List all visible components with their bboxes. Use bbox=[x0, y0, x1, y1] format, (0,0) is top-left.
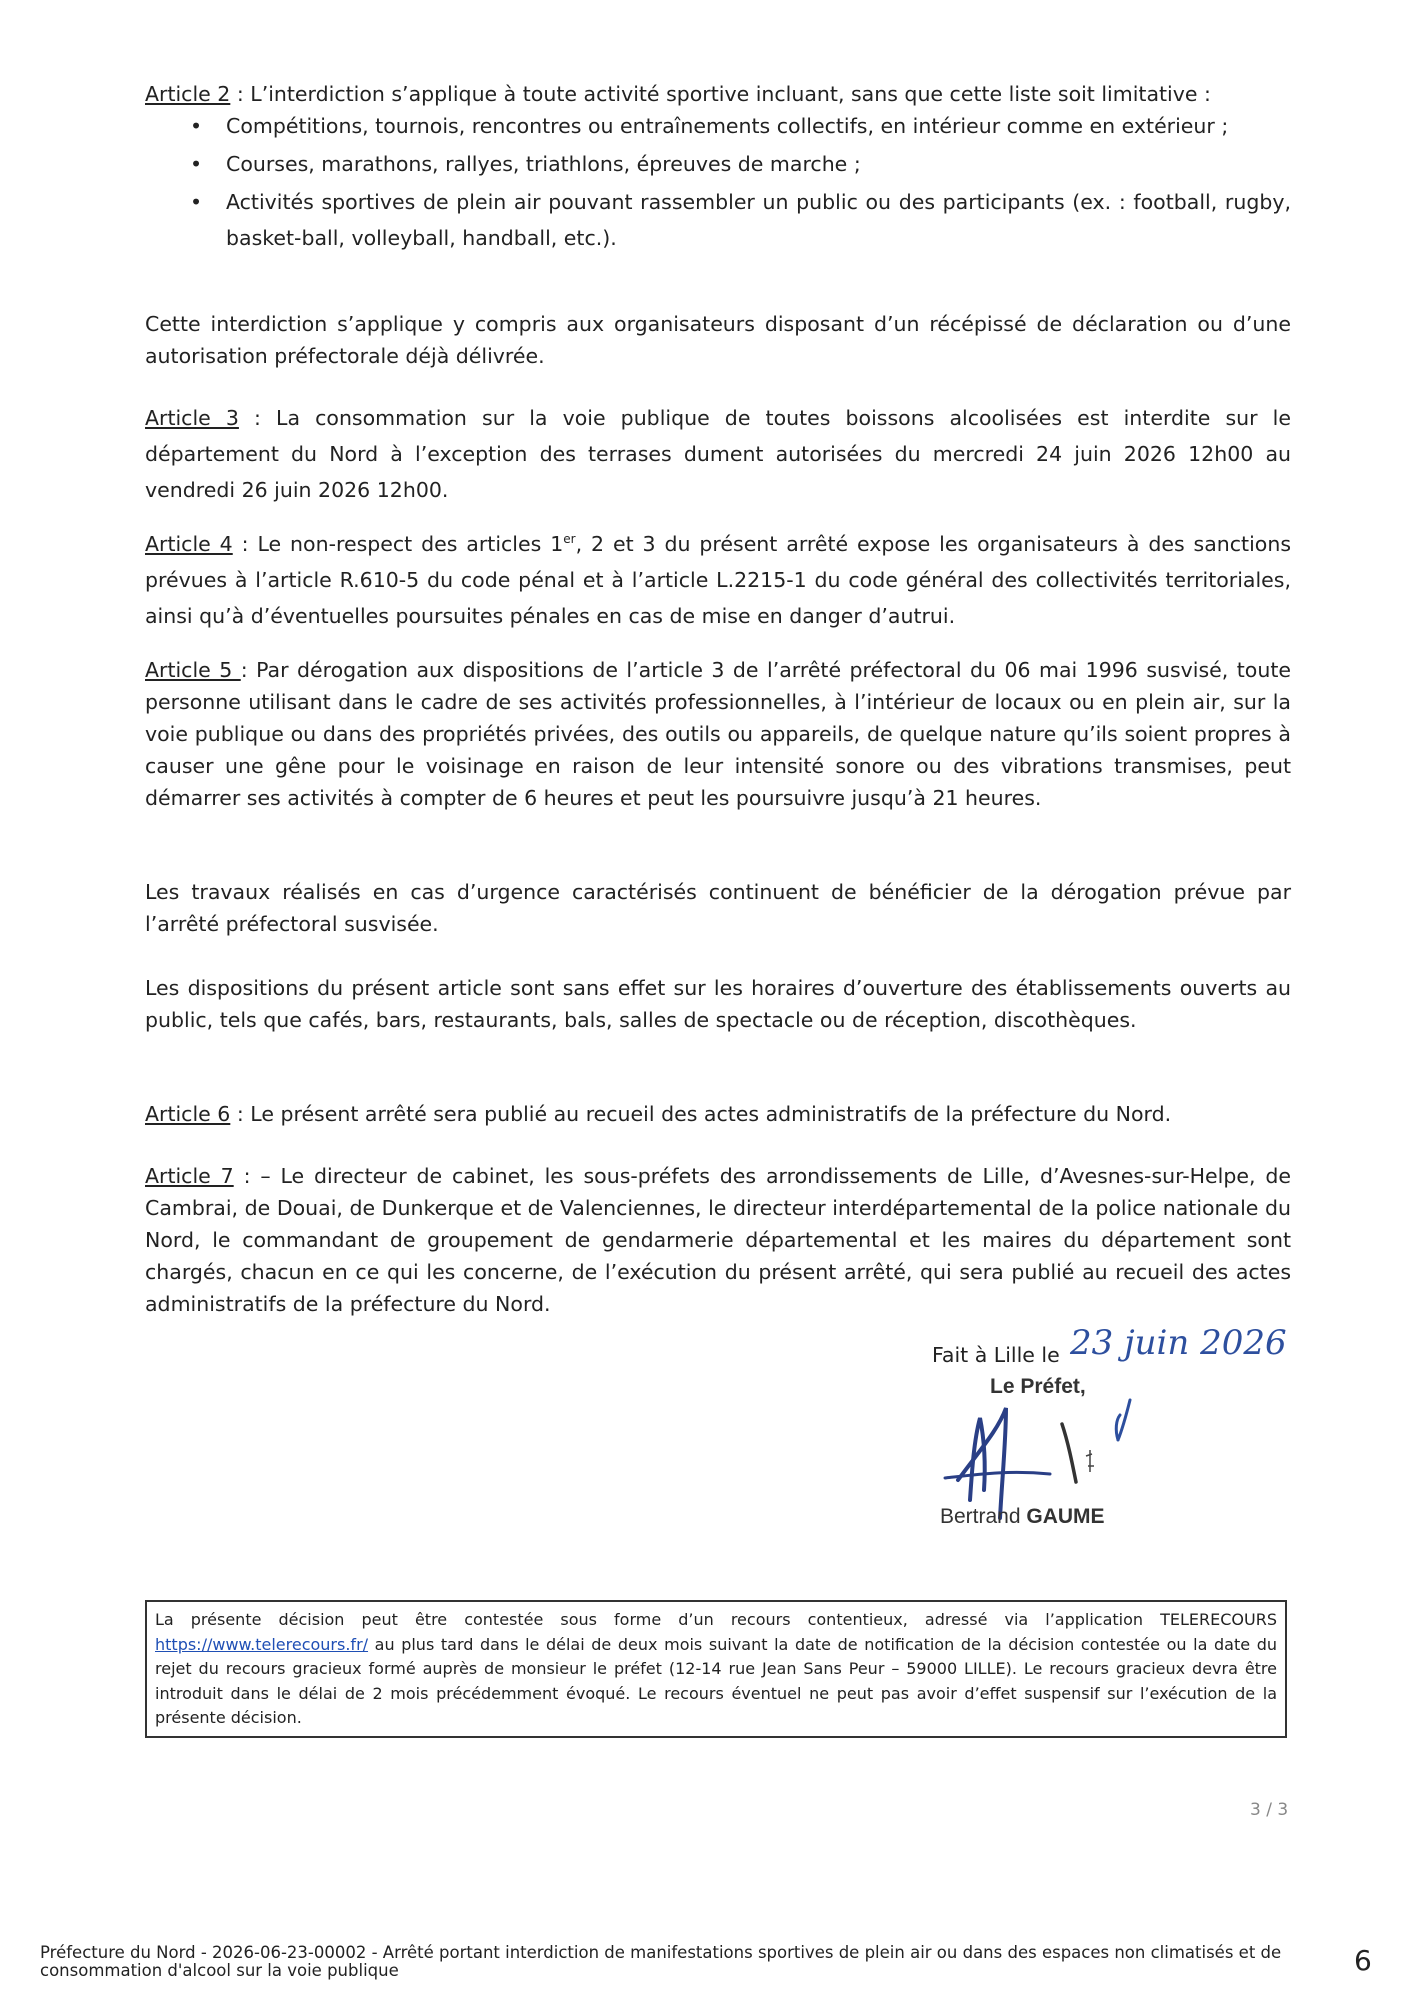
footer-text: Préfecture du Nord - 2026-06-23-00002 - Arrêté portant interdiction de manifestations sportives de plein air ou dans des espaces non climatisés et de consommation d'alcool sur la voie publique bbox=[40, 1943, 1282, 1980]
article-2-intro-text: : L’interdiction s’applique à toute activité sportive incluant, sans que cette liste soit limitative : bbox=[230, 82, 1211, 106]
article-7-text: : – Le directeur de cabinet, les sous-préfets des arrondissements de Lille, d’Avesnes-sur-Helpe, de Cambrai, de Douai, de Dunkerque et de Valenciennes, le directeur interdépartemental de la police nationale du Nord, le commandant de groupement de gendarmerie départemental et les maires du département sont chargés, chacun en ce qui les concerne, de l’exécution du présent arrêté, qui sera publié au recueil des actes administratifs de la préfecture du Nord. bbox=[145, 1164, 1291, 1316]
handwritten-signature-icon bbox=[940, 1390, 1140, 1520]
article-5-text: : Par dérogation aux dispositions de l’article 3 de l’arrêté préfectoral du 06 mai 1996 susvisé, toute personne utilisant dans le cadre de ses activités professionnelles, à l’intérieur de locaux ou en plein air, sur la voie publique ou dans des propriétés privées, des outils ou appareils, de quelque nature qu’ils soient propres à causer une gêne pour le voisinage en raison de leur intensité sonore ou des vibrations transmises, peut démarrer ses activités à compter de 6 heures et peut les poursuivre jusqu’à 21 heures. bbox=[145, 658, 1291, 810]
article-3-text: : La consommation sur la voie publique de toutes boissons alcoolisées est interdite sur le département du Nord à l’exception des terrases dument autorisées du mercredi 24 juin 2026 12h00 au vendredi 26 juin 2026 12h00. bbox=[145, 406, 1291, 502]
dispositions-paragraph: Les dispositions du présent article sont sans effet sur les horaires d’ouverture des établissements ouverts au public, tels que cafés, bars, restaurants, bals, salles de spectacle ou de réception, discothèques. bbox=[145, 976, 1291, 1032]
prefet-title: Le Préfet, bbox=[990, 1375, 1086, 1398]
signature-block bbox=[920, 1323, 1340, 1555]
footer-page-number: 6 bbox=[1354, 1944, 1372, 1977]
article-2-list bbox=[145, 108, 1291, 258]
article-5-label: Article 5 bbox=[145, 658, 241, 682]
prefet-name: Bertrand GAUME bbox=[940, 1505, 1105, 1528]
bullet-icon: • bbox=[190, 152, 203, 176]
handwritten-date: 23 juin 2026 bbox=[1070, 1323, 1287, 1363]
recours-notice: La présente décision peut être contestée sous forme d’un recours contentieux, adressé via l’application TELERECOURS https://www.telerecours.fr/ au plus tard dans le délai de deux mois suivant la date de notification de la décision contestée ou la date du rejet du recours gracieux formé auprès de monsieur le préfet (12-14 rue Jean Sans Peur – 59000 LILLE). Le recours gracieux devra être introduit dans le délai de 2 mois précédemment évoqué. Le recours éventuel ne peut pas avoir d’effet suspensif sur l’exécution de la présente décision. bbox=[145, 1600, 1287, 1738]
list-item: • Courses, marathons, rallyes, triathlons, épreuves de marche ; bbox=[145, 146, 1291, 182]
telerecours-link[interactable]: https://www.telerecours.fr/ bbox=[155, 1634, 369, 1654]
list-item: • Activités sportives de plein air pouvant rassembler un public ou des participants (ex. : football, rugby, basket-ball, volleyball, handball, etc.). bbox=[145, 184, 1291, 256]
article-7-label: Article 7 bbox=[145, 1164, 234, 1188]
article-6-label: Article 6 bbox=[145, 1102, 231, 1126]
fait-a-lille: Fait à Lille le bbox=[932, 1343, 1060, 1367]
article-4-label: Article 4 bbox=[145, 532, 233, 556]
article-4: Article 4 : Le non-respect des articles 1er, 2 et 3 du présent arrêté expose les organisateurs à des sanctions prévues à l’article R.610-5 du code pénal et à l’article L.2215-1 du code général des collectivités territoriales, ainsi qu’à d’éventuelles poursuites pénales en cas de mise en danger d’autrui. bbox=[145, 532, 1292, 628]
article-6 bbox=[145, 1098, 1291, 1130]
article-6-text: : Le présent arrêté sera publié au recueil des actes administratifs de la préfecture du Nord. bbox=[230, 1102, 1172, 1126]
article-2-label: Article 2 bbox=[145, 82, 231, 106]
article-3 bbox=[145, 400, 1291, 508]
article-2-intro bbox=[145, 78, 1291, 110]
article-3-label: Article 3 bbox=[145, 406, 239, 430]
bullet-icon: • bbox=[190, 114, 203, 138]
page-indicator: 3 / 3 bbox=[1250, 1800, 1289, 1820]
article-7 bbox=[145, 1160, 1291, 1320]
travaux-paragraph: Les travaux réalisés en cas d’urgence caractérisés continuent de bénéficier de la dérogation prévue par l’arrêté préfectoral susvisée. bbox=[145, 880, 1291, 936]
bullet-icon: • bbox=[190, 190, 203, 214]
article-5 bbox=[145, 654, 1291, 814]
list-item: • Compétitions, tournois, rencontres ou entraînements collectifs, en intérieur comme en extérieur ; bbox=[145, 108, 1291, 144]
interdiction-paragraph: Cette interdiction s’applique y compris aux organisateurs disposant d’un récépissé de déclaration ou d’une autorisation préfectorale déjà délivrée. bbox=[145, 312, 1291, 368]
